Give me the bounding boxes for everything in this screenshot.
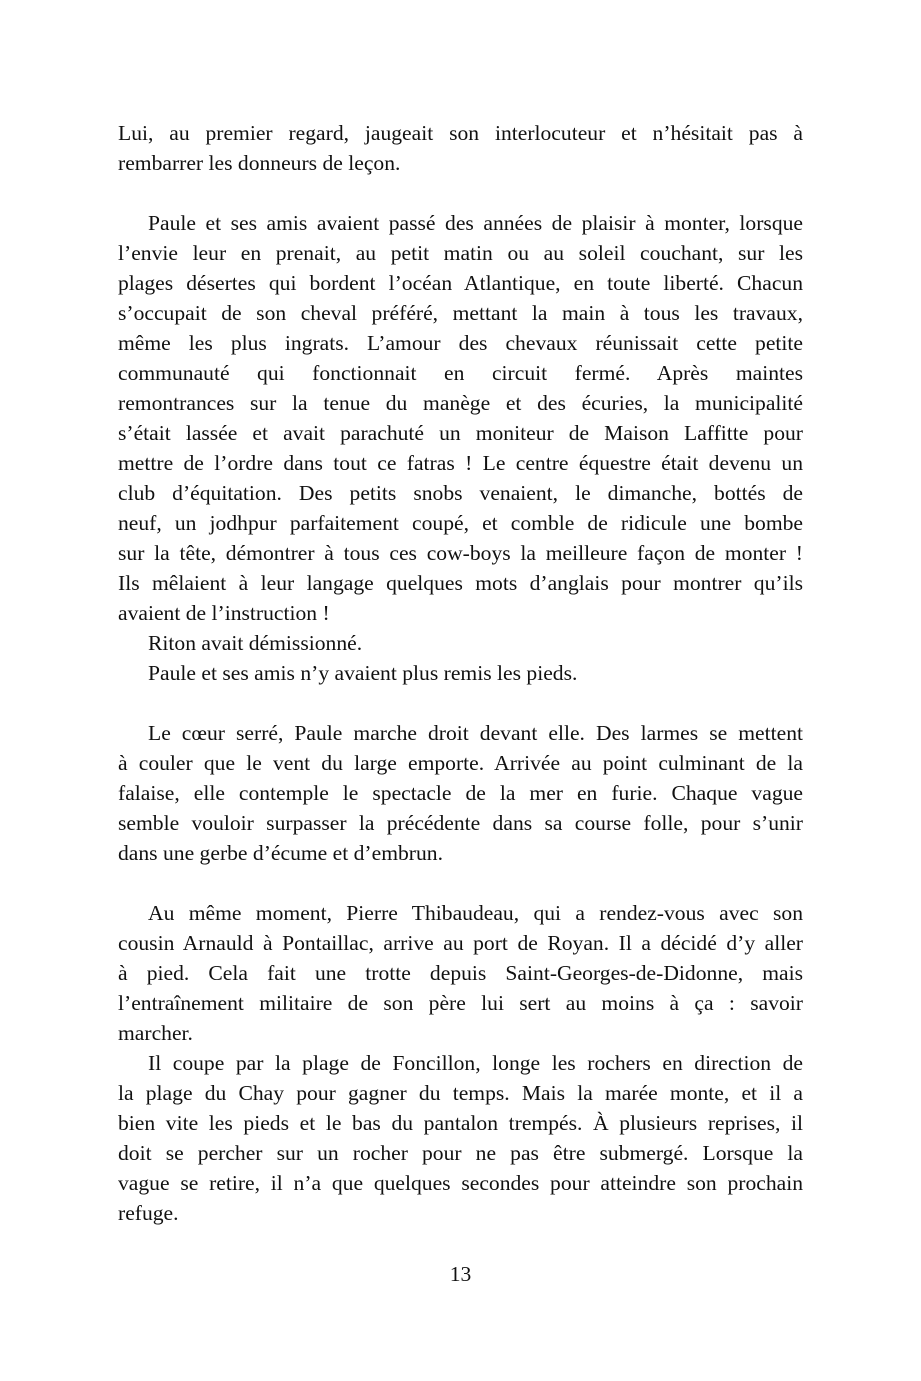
text-line: sur la tête, démontrer à tous ces cow-boys la meilleure façon de monter ! (118, 541, 803, 565)
page-number: 13 (449, 1262, 472, 1286)
text-line: l’entraînement militaire de son père lui sert au moins à ça : savoir (118, 991, 803, 1015)
paragraph (118, 118, 803, 178)
text-line: dans une gerbe d’écume et d’embrun. (118, 841, 443, 865)
text-line: communauté qui fonctionnait en circuit fermé. Après maintes (118, 361, 803, 385)
text-line: mettre de l’ordre dans tout ce fatras ! Le centre équestre était devenu un (118, 451, 803, 475)
text-line: s’était lassée et avait parachuté un moniteur de Maison Laffitte pour (118, 421, 803, 445)
paragraph-gap (118, 688, 803, 718)
text-line: remontrances sur la tenue du manège et des écuries, la municipalité (118, 391, 803, 415)
paragraph-gap (118, 868, 803, 898)
text-line: avaient de l’instruction ! (118, 601, 330, 625)
text-line: club d’équitation. Des petits snobs venaient, le dimanche, bottés de (118, 481, 803, 505)
text-line: à couler que le vent du large emporte. Arrivée au point culminant de la (118, 751, 803, 775)
text-line: neuf, un jodhpur parfaitement coupé, et comble de ridicule une bombe (118, 511, 803, 535)
text-line: marcher. (118, 1021, 193, 1045)
text-line: Ils mêlaient à leur langage quelques mots d’anglais pour montrer qu’ils (118, 571, 803, 595)
text-line: refuge. (118, 1201, 179, 1225)
text-line: Paule et ses amis avaient passé des années de plaisir à monter, lorsque (148, 211, 803, 235)
text-line: cousin Arnauld à Pontaillac, arrive au port de Royan. Il a décidé d’y aller (118, 931, 803, 955)
text-line: Lui, au premier regard, jaugeait son interlocuteur et n’hésitait pas à (118, 121, 803, 145)
text-line: même les plus ingrats. L’amour des chevaux réunissait cette petite (118, 331, 803, 355)
paragraph (118, 1048, 803, 1228)
text-line: bien vite les pieds et le bas du pantalon trempés. À plusieurs reprises, il (118, 1111, 803, 1135)
paragraph (118, 208, 803, 628)
text-line: la plage du Chay pour gagner du temps. Mais la marée monte, et il a (118, 1081, 803, 1105)
paragraph (118, 718, 803, 868)
text-line: Au même moment, Pierre Thibaudeau, qui a rendez-vous avec son (148, 901, 803, 925)
text-line: rembarrer les donneurs de leçon. (118, 151, 401, 175)
text-line: Le cœur serré, Paule marche droit devant elle. Des larmes se mettent (148, 721, 803, 745)
text-line: vague se retire, il n’a que quelques secondes pour atteindre son prochain (118, 1171, 803, 1195)
text-line: Paule et ses amis n’y avaient plus remis les pieds. (148, 661, 578, 685)
paragraph-gap (118, 178, 803, 208)
text-line: doit se percher sur un rocher pour ne pas être submergé. Lorsque la (118, 1141, 803, 1165)
text-line: Riton avait démissionné. (148, 631, 363, 655)
paragraph (118, 898, 803, 1048)
paragraph (118, 658, 803, 688)
paragraph (118, 628, 803, 658)
text-line: semble vouloir surpasser la précédente dans sa course folle, pour s’unir (118, 811, 803, 835)
text-line: s’occupait de son cheval préféré, mettant la main à tous les travaux, (118, 301, 803, 325)
text-line: plages désertes qui bordent l’océan Atlantique, en toute liberté. Chacun (118, 271, 803, 295)
text-line: à pied. Cela fait une trotte depuis Saint-Georges-de-Didonne, mais (118, 961, 803, 985)
page-body (118, 118, 803, 1228)
text-line: l’envie leur en prenait, au petit matin ou au soleil couchant, sur les (118, 241, 803, 265)
text-line: falaise, elle contemple le spectacle de la mer en furie. Chaque vague (118, 781, 803, 805)
text-line: Il coupe par la plage de Foncillon, longe les rochers en direction de (148, 1051, 803, 1075)
